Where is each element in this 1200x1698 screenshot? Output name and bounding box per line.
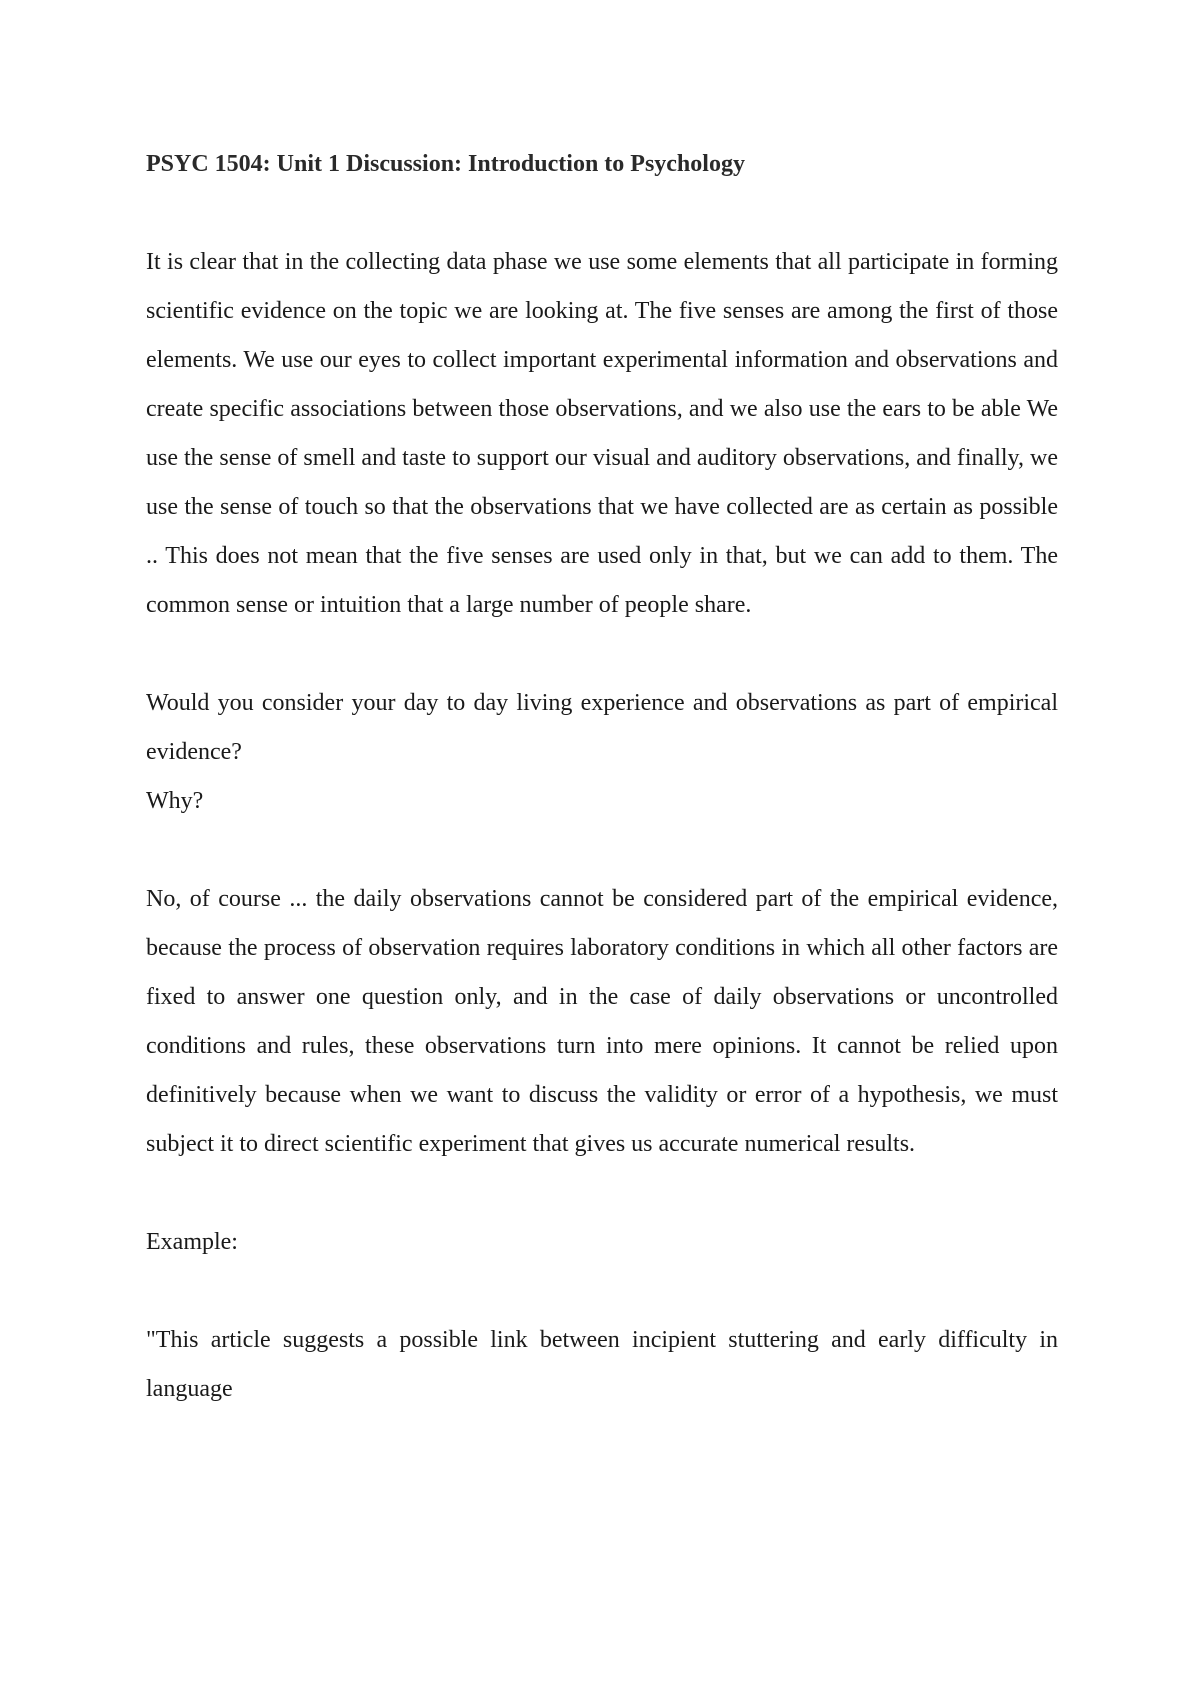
paragraph-gap bbox=[146, 1267, 1058, 1316]
paragraph-answer: No, of course ... the daily observations cannot be considered part of the empirical evidence, because the process of observation requires laboratory conditions in which all other factors are fixed to answer one question only, and in the case of daily observations or uncontrolled conditions and rules, these observations turn into mere opinions. It cannot be relied upon definitively because when we want to discuss the validity or error of a hypothesis, we must subject it to direct scientific experiment that gives us accurate numerical results. bbox=[146, 886, 1058, 1157]
paragraph-gap bbox=[146, 1169, 1058, 1218]
example-label: Example: bbox=[146, 1229, 238, 1255]
document-body bbox=[146, 140, 1058, 1414]
question-text: Would you consider your day to day living experience and observations as part of empirical evidence? bbox=[146, 690, 1058, 765]
document-title: PSYC 1504: Unit 1 Discussion: Introduction to Psychology bbox=[146, 151, 745, 177]
paragraph-gap bbox=[146, 630, 1058, 679]
quote-text: "This article suggests a possible link between incipient stuttering and early difficulty in language bbox=[146, 1327, 1058, 1402]
paragraph-senses: It is clear that in the collecting data phase we use some elements that all participate in forming scientific evidence on the topic we are looking at. The five senses are among the first of those elements. We use our eyes to collect important experimental information and observations and create specific associations between those observations, and we also use the ears to be able We use the sense of smell and taste to support our visual and auditory observations, and finally, we use the sense of touch so that the observations that we have collected are as certain as possible .. This does not mean that the five senses are used only in that, but we can add to them. The common sense or intuition that a large number of people share. bbox=[146, 249, 1058, 618]
paragraph-gap bbox=[146, 826, 1058, 875]
why-text: Why? bbox=[146, 788, 204, 814]
